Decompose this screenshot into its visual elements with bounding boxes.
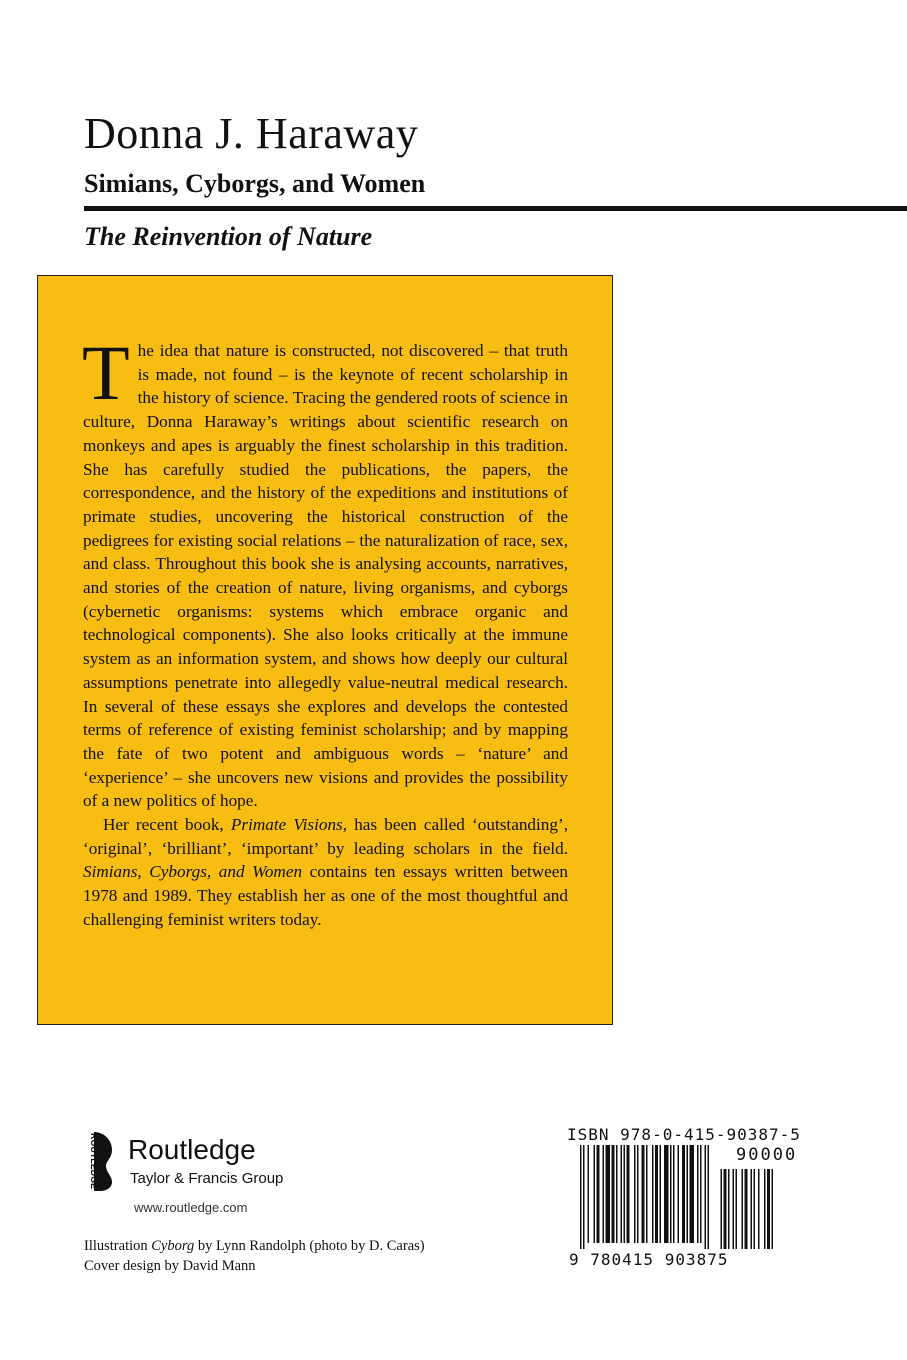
barcode-addon-bar: [745, 1169, 748, 1249]
barcode-bar: [673, 1145, 675, 1243]
barcode-bar: [621, 1145, 623, 1243]
barcode-bar: [612, 1145, 615, 1243]
barcode-bar: [664, 1145, 669, 1243]
barcode-addon-bar: [754, 1169, 756, 1249]
barcode-bar: [682, 1145, 685, 1243]
publisher-name: Routledge: [128, 1134, 256, 1165]
barcode-bar: [690, 1145, 695, 1243]
illustration-credit: [84, 1236, 425, 1256]
barcode-bar: [580, 1145, 582, 1249]
book-subtitle: The Reinvention of Nature: [84, 222, 373, 251]
barcode-bar: [655, 1145, 658, 1243]
barcode-addon-bar: [767, 1169, 770, 1249]
barcode-bar: [708, 1145, 710, 1249]
barcode-bar: [616, 1145, 618, 1243]
barcode-bar: [637, 1145, 639, 1243]
credit-artwork-title: Cyborg: [151, 1238, 195, 1254]
design-credit: Cover design by David Mann: [84, 1258, 256, 1274]
book-title: Simians, Cyborgs, and Women: [84, 169, 426, 198]
barcode-addon-bar: [764, 1169, 766, 1249]
barcode-addon-bar: [721, 1169, 723, 1249]
publisher-website: www.routledge.com: [134, 1200, 248, 1215]
barcode-bar: [597, 1145, 600, 1243]
barcode-addon-bar: [733, 1169, 735, 1249]
barcode-bar: [697, 1145, 699, 1243]
blurb-paragraph-1-text: he idea that nature is constructed, not discovered – that truth is made, not found – is the keynote of recent scholarship in the history of science. Tracing the gendered roots of science in culture, Donna Haraway’s writings about scientific research on monkeys and apes is arguably the finest scholarship in this tradition. She has carefully studied the publications, the papers, the correspondence, and the history of the expeditions and institutions of primate studies, uncovering the historical construction of the pedigrees for existing social relations – the naturalization of race, sex, and class. Throughout this book she is analysing accounts, narratives, and stories of the creation of nature, living organisms, and cyborgs (cybernetic organisms: systems which embrace organic and technological components). She also looks critically at the immune system as an information system, and shows how deeply our cultural assumptions penetrate into allegedly value-neutral medical research. In several of these essays she explores and develops the contested terms of reference of existing feminist scholarship; and by mapping the fate of two potent and ambiguous words – ‘nature’ and ‘experience’ – she uncovers new visions and provides the possibility of a new politics of hope.: [83, 341, 568, 811]
barcode-addon-bar: [772, 1169, 774, 1249]
barcode-digits: 9 780415 903875: [569, 1250, 729, 1269]
barcode-bar: [588, 1145, 590, 1243]
barcode-addon-bar: [758, 1169, 760, 1249]
barcode-bar: [687, 1145, 689, 1243]
barcode-bar: [606, 1145, 611, 1243]
drop-cap: T: [82, 329, 130, 416]
barcode-addon-bar: [742, 1169, 744, 1249]
barcode-bar: [642, 1145, 645, 1243]
barcode-bar: [583, 1145, 585, 1249]
barcode-bar: [634, 1145, 636, 1243]
barcode-addon-bar: [728, 1169, 730, 1249]
blurb-panel: [37, 275, 613, 1025]
barcode-bar: [594, 1145, 596, 1243]
barcode-bar: [660, 1145, 662, 1243]
barcode-bar: [624, 1145, 626, 1243]
barcode-addon-bar: [751, 1169, 753, 1249]
blurb-p2-part-a: Her recent book,: [103, 815, 231, 835]
barcode-bar: [646, 1145, 648, 1243]
barcode-addon-bar: [724, 1169, 727, 1249]
blurb-text: [82, 329, 569, 932]
publisher-group: Taylor & Francis Group: [130, 1170, 284, 1187]
credit-part-a: Illustration: [84, 1238, 152, 1254]
blurb-paragraph-2: [83, 813, 568, 932]
blurb-p2-part-c: contains ten essays written between 1978 and 1989. They establish her as one of the most thoughtful and challenging feminist writers today.: [83, 862, 569, 929]
title-rule: [84, 206, 907, 211]
credit-part-b: by Lynn Randolph (photo by D. Caras): [194, 1238, 425, 1254]
barcode-bar: [603, 1145, 605, 1243]
book-reference-primate-visions: Primate Visions,: [230, 815, 348, 835]
logo-vertical-text: ROUTLEDGE: [89, 1133, 99, 1190]
routledge-logo-icon: [80, 1130, 116, 1192]
blurb-paragraph-1: [82, 329, 568, 813]
book-reference-simians: Simians, Cyborgs, and Women: [83, 862, 303, 882]
barcode-addon-digits: 90000: [736, 1145, 798, 1165]
barcode-addon-bar: [736, 1169, 738, 1249]
barcode-bar: [700, 1145, 702, 1243]
blurb-p2-part-b: has been called ‘outstanding’, ‘original’, ‘brilliant’, ‘important’ by leading scholars in the field.: [83, 815, 568, 858]
isbn-label: ISBN 978-0-415-90387-5: [567, 1125, 801, 1144]
author-name: Donna J. Haraway: [84, 109, 419, 158]
barcode-bar: [652, 1145, 654, 1243]
barcode-bar: [705, 1145, 707, 1249]
barcode-bar: [678, 1145, 680, 1243]
barcode-bar: [670, 1145, 672, 1243]
barcode-bar: [627, 1145, 630, 1243]
cover-credits: [84, 1236, 425, 1276]
